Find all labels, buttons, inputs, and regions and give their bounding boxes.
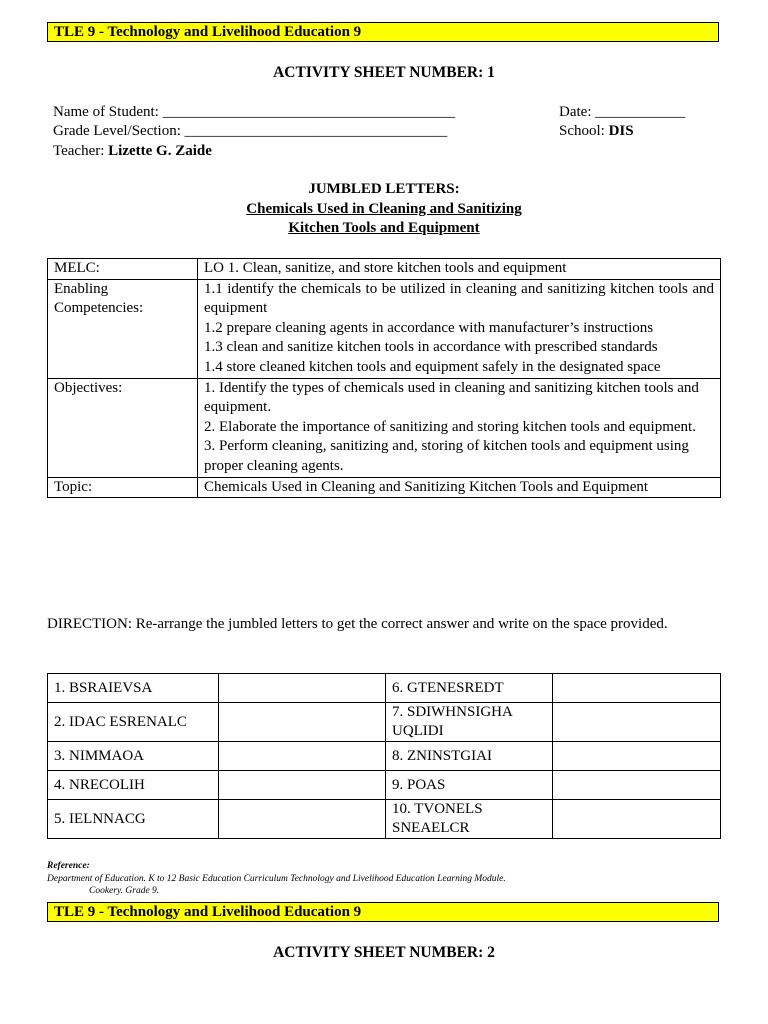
activity-sheet-title-1: ACTIVITY SHEET NUMBER: 1	[273, 64, 495, 81]
topic-value: Chemicals Used in Cleaning and Sanitizing Kitchen Tools and Equipment	[198, 477, 721, 498]
answer-cell[interactable]	[218, 800, 385, 839]
objectives-label: Objectives:	[48, 378, 198, 477]
answer-cell[interactable]	[553, 674, 721, 703]
heading-topic-line-1: Chemicals Used in Cleaning and Sanitizing	[246, 201, 522, 217]
enabling-label-line-2: Competencies:	[54, 300, 144, 317]
grade-section-label: Grade Level/Section:	[53, 123, 181, 139]
enabling-list	[198, 279, 721, 378]
melc-value: LO 1. Clean, sanitize, and store kitchen tools and equipment	[198, 259, 721, 280]
answer-cell[interactable]	[218, 742, 385, 771]
objectives-row	[48, 378, 721, 477]
jumbled-letters-table	[47, 673, 721, 839]
jumbled-word: 6. GTENESREDT	[385, 674, 552, 703]
heading-topic-line-2: Kitchen Tools and Equipment	[288, 220, 480, 236]
reference-line-2: Cookery. Grade 9.	[89, 886, 160, 896]
answer-cell[interactable]	[218, 703, 385, 742]
answer-cell[interactable]	[553, 771, 721, 800]
heading-jumbled-letters: JUMBLED LETTERS:	[308, 181, 460, 197]
student-name-line[interactable]: _______________________________________	[162, 104, 456, 120]
jumbled-word: 7. SDIWHNSIGHA UQLIDI	[385, 703, 552, 742]
topic-row	[48, 477, 721, 498]
teacher-name: Lizette G. Zaide	[108, 143, 212, 159]
objectives-list	[198, 378, 721, 477]
teacher-label: Teacher:	[53, 143, 105, 159]
header-banner-1: TLE 9 - Technology and Livelihood Education 9	[47, 22, 719, 42]
school-name: DIS	[608, 123, 634, 139]
objective-item: 2. Elaborate the importance of sanitizing and storing kitchen tools and equipment.	[204, 418, 696, 435]
enabling-item: 1.2 prepare cleaning agents in accordance with manufacturer’s instructions	[204, 319, 654, 336]
student-name-label: Name of Student:	[53, 104, 159, 120]
objective-item: 1. Identify the types of chemicals used in cleaning and sanitizing kitchen tools and equipment.	[204, 379, 699, 416]
jumbled-word: 9. POAS	[385, 771, 552, 800]
table-row	[48, 742, 721, 771]
date-row	[559, 103, 685, 122]
table-row	[48, 800, 721, 839]
answer-cell[interactable]	[553, 703, 721, 742]
teacher-row	[53, 142, 212, 161]
enabling-item: 1.3 clean and sanitize kitchen tools in accordance with prescribed standards	[204, 339, 658, 356]
direction-text: DIRECTION: Re-arrange the jumbled letters to get the correct answer and write on the space provided.	[47, 616, 668, 632]
grade-section-line[interactable]: ___________________________________	[184, 123, 448, 139]
jumbled-word: 10. TVONELS SNEAELCR	[385, 800, 552, 839]
jumbled-word: 8. ZNINSTGIAI	[385, 742, 552, 771]
topic-label: Topic:	[48, 477, 198, 498]
jumbled-word: 2. IDAC ESRENALC	[48, 703, 219, 742]
answer-cell[interactable]	[553, 800, 721, 839]
school-label: School:	[559, 123, 605, 139]
melc-row	[48, 259, 721, 280]
answer-cell[interactable]	[553, 742, 721, 771]
answer-cell[interactable]	[218, 674, 385, 703]
melc-table	[47, 258, 721, 498]
date-line[interactable]: ____________	[595, 104, 686, 120]
table-row	[48, 674, 721, 703]
school-row	[559, 122, 634, 141]
answer-cell[interactable]	[218, 771, 385, 800]
enabling-label	[48, 279, 198, 378]
jumbled-word: 4. NRECOLIH	[48, 771, 219, 800]
activity-sheet-title-2: ACTIVITY SHEET NUMBER: 2	[273, 944, 495, 961]
jumbled-word: 5. IELNNACG	[48, 800, 219, 839]
jumbled-word: 1. BSRAIEVSA	[48, 674, 219, 703]
header-banner-2: TLE 9 - Technology and Livelihood Education 9	[47, 902, 719, 922]
enabling-row	[48, 279, 721, 378]
grade-section-row	[53, 122, 447, 141]
enabling-label-line-1: Enabling	[54, 280, 109, 297]
reference-line-1: Department of Education. K to 12 Basic Education Curriculum Technology and Livelihood Education Learning Module.	[47, 874, 506, 884]
student-name-row	[53, 103, 455, 122]
date-label: Date:	[559, 104, 592, 120]
table-row	[48, 703, 721, 742]
melc-label: MELC:	[48, 259, 198, 280]
reference-title: Reference:	[47, 861, 90, 871]
table-row	[48, 771, 721, 800]
jumbled-word: 3. NIMMAOA	[48, 742, 219, 771]
enabling-item: 1.1 identify the chemicals to be utilized in cleaning and sanitizing kitchen tools and equipment	[204, 280, 714, 317]
enabling-item: 1.4 store cleaned kitchen tools and equipment safely in the designated space	[204, 358, 661, 375]
objective-item: 3. Perform cleaning, sanitizing and, storing of kitchen tools and equipment using proper cleaning agents.	[204, 438, 689, 474]
